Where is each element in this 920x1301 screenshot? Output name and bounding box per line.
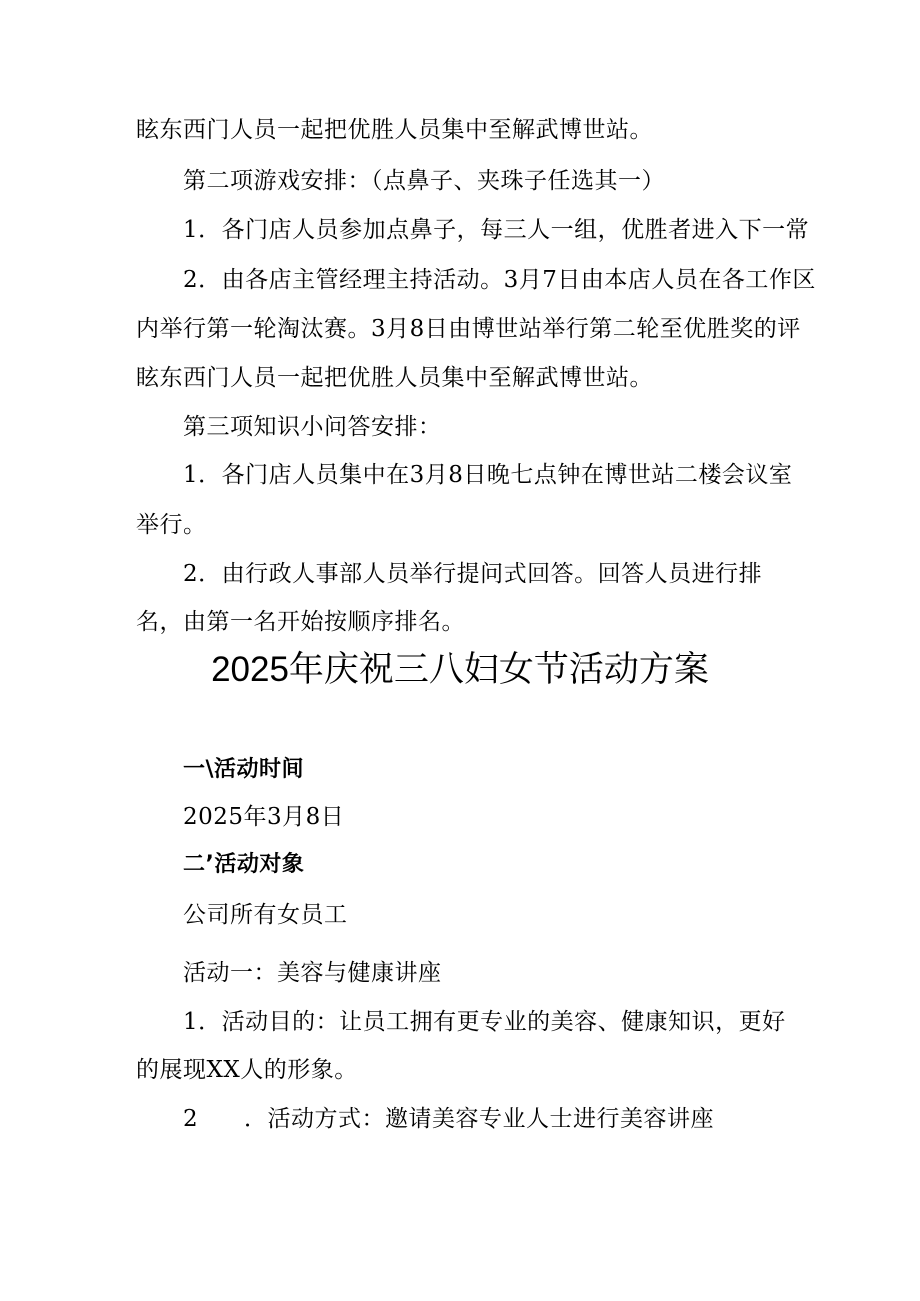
activity1-heading: 活动一：美容与健康讲座 [183,960,442,986]
game3-item1-line1: 1．各门店人员集中在3月8日晚七点钟在博世站二楼会议室 [183,462,793,488]
document-title: 2025年庆祝三八妇女节活动方案 [211,650,709,689]
section2-value: 公司所有女员工 [183,902,348,928]
activity1-item1-line1: 1．活动目的：让员工拥有更专业的美容、健康知识，更好 [183,1009,786,1035]
game3-heading: 第三项知识小问答安排： [183,414,442,440]
game2-item2-line1: 2．由各店主管经理主持活动。3月7日由本店人员在各工作区 [183,267,816,293]
game2-item2-line2: 内举行第一轮淘汰赛。3月8日由博世站举行第二轮至优胜奖的评 [136,316,801,342]
game2-item1: 1．各门店人员参加点鼻子，每三人一组，优胜者进入下一常 [183,217,810,243]
paragraph-line: 眩东西门人员一起把优胜人员集中至解武博世站。 [136,117,653,143]
section1-heading: 一\活动时间 [183,757,305,782]
game3-item1-line2: 举行。 [136,512,207,538]
activity1-item1-line2: 的展现XX人的形象。 [136,1057,358,1083]
activity1-item2-text: ．活动方式：邀请美容专业人士进行美容讲座 [244,1106,714,1132]
section2-heading: 二’活动对象 [183,852,305,877]
game3-item2-line1: 2．由行政人事部人员举行提问式回答。回答人员进行排 [183,561,763,587]
section1-value: 2025年3月8日 [183,804,345,830]
game2-item2-line3: 眩东西门人员一起把优胜人员集中至解武博世站。 [136,365,653,391]
game3-item2-line2: 名，由第一名开始按顺序排名。 [136,609,465,635]
game2-heading: 第二项游戏安排：（点鼻子、夹珠子任选其一） [183,168,665,194]
activity1-item2-number: 2 [183,1106,199,1132]
